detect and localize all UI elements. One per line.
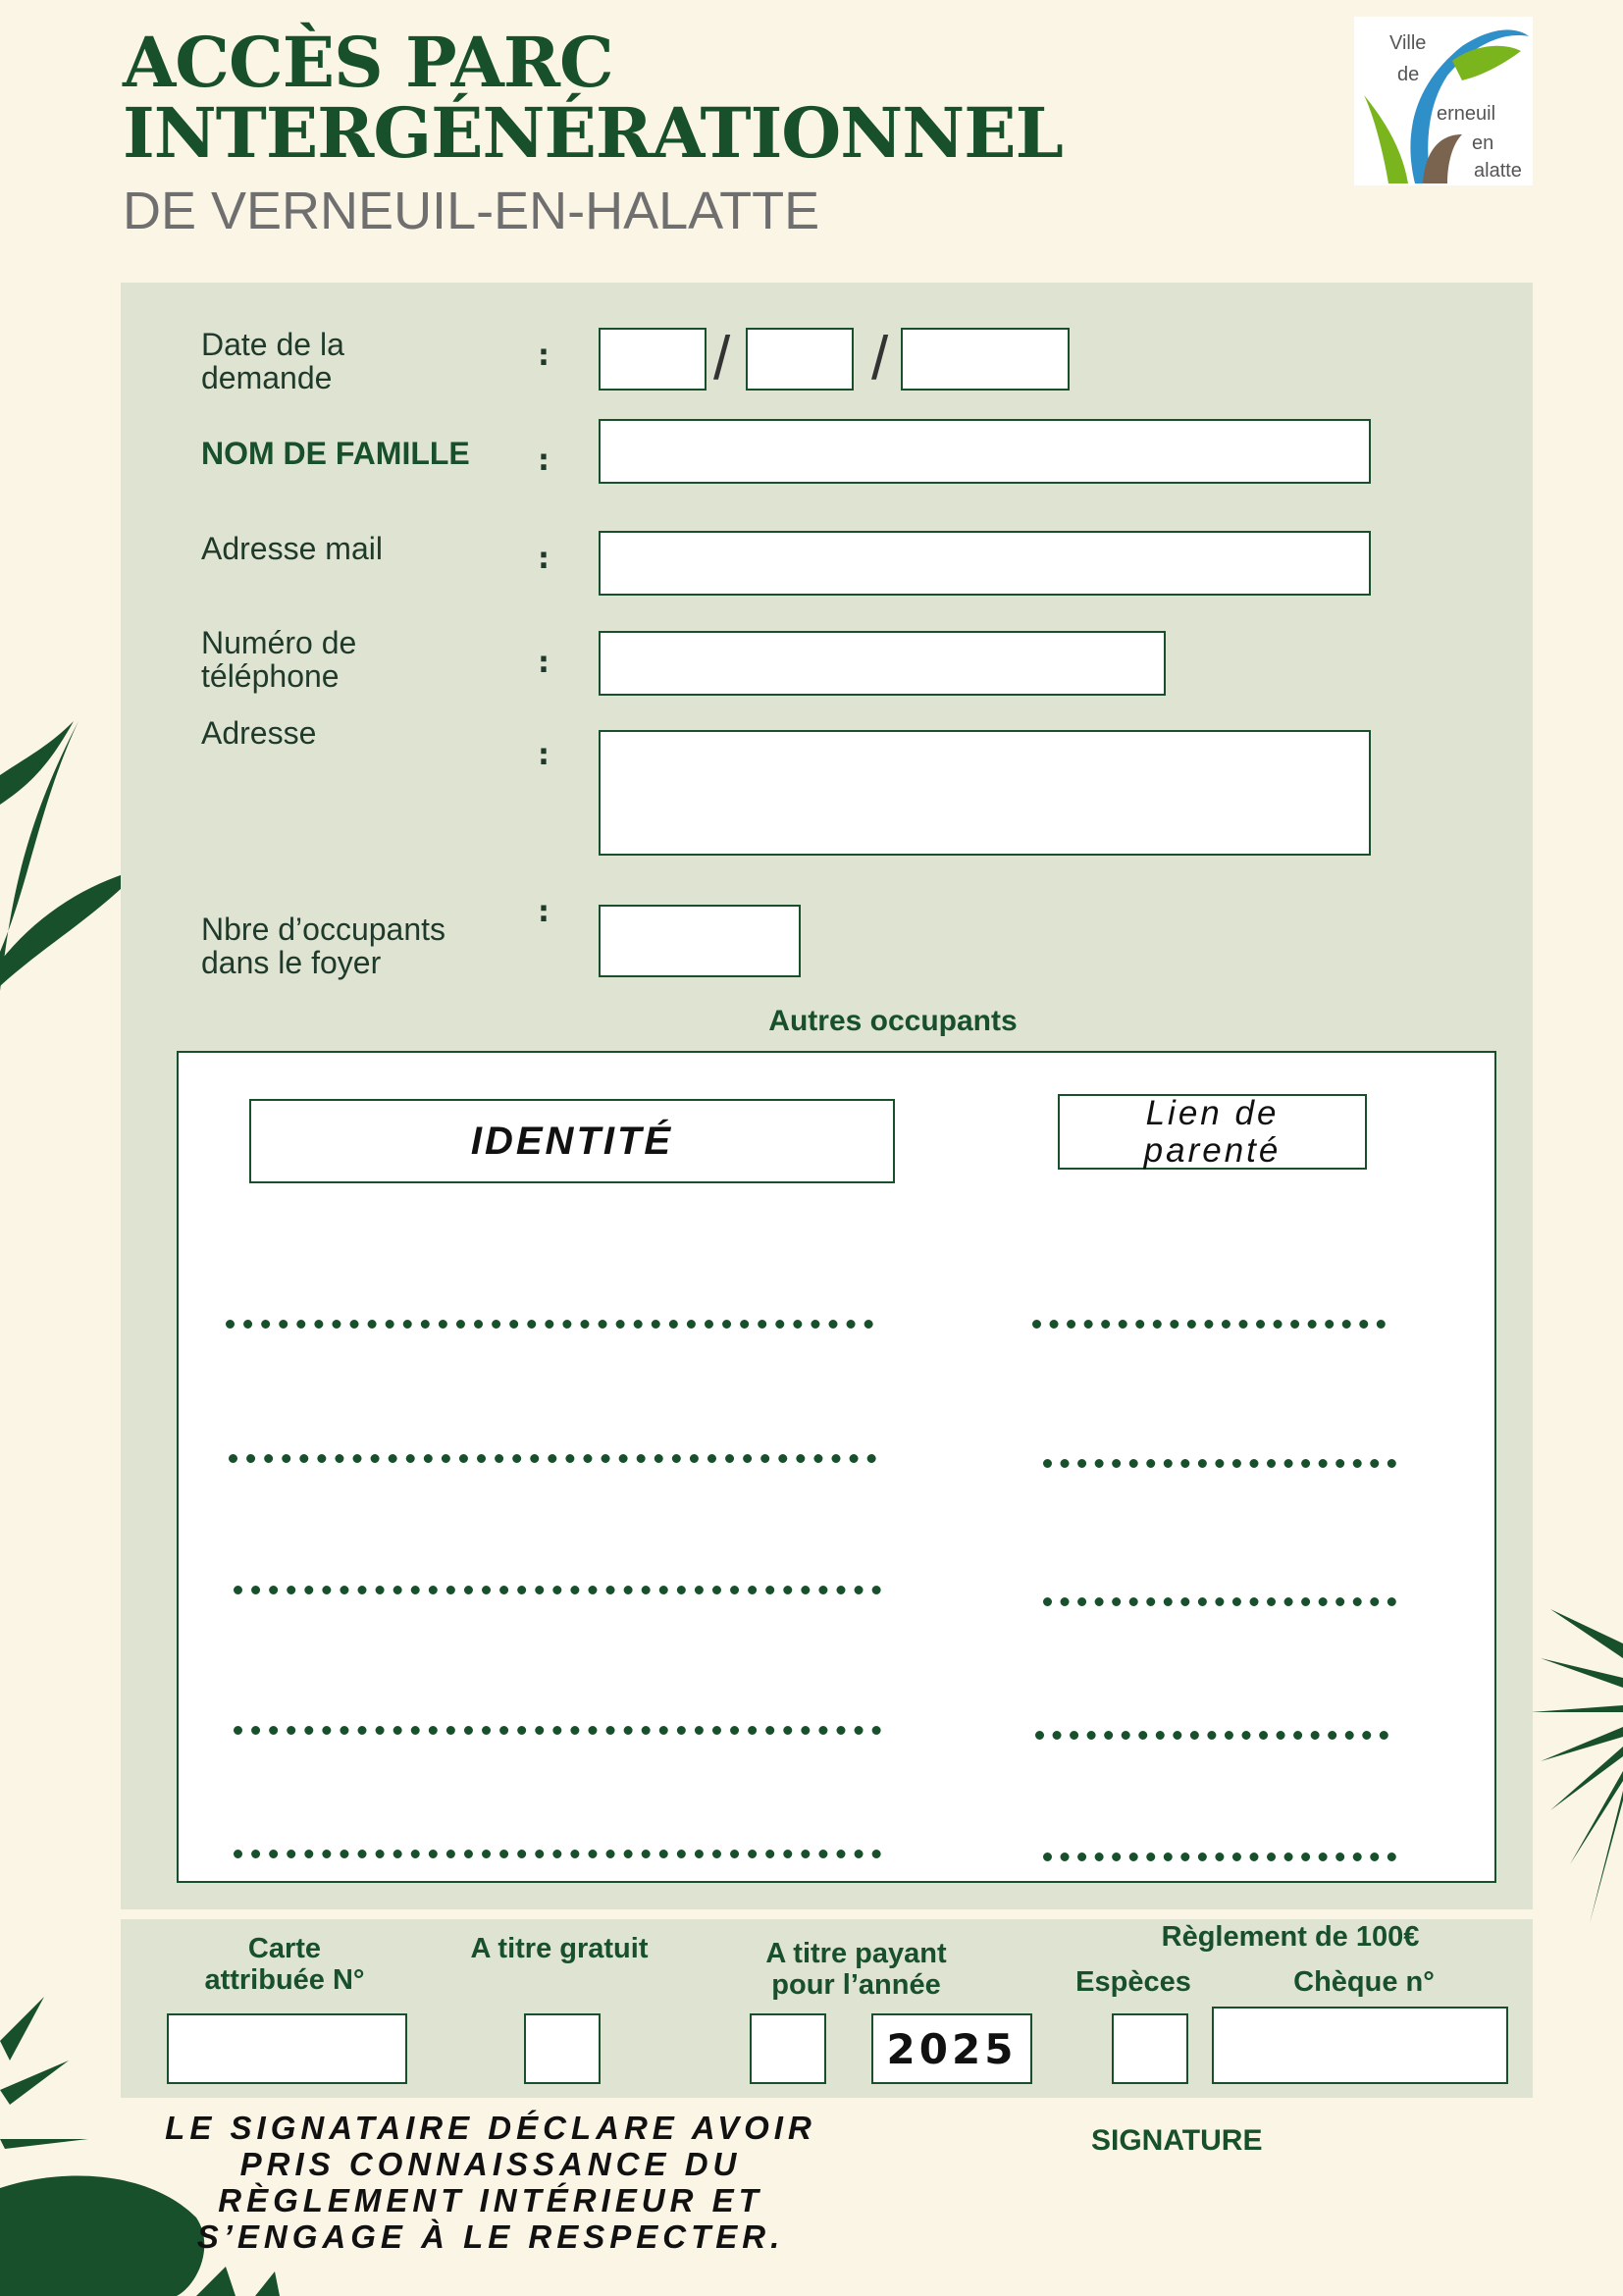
- identity-line-2[interactable]: [229, 1454, 876, 1463]
- occupants-count-field[interactable]: [599, 905, 801, 977]
- identity-line-4[interactable]: [234, 1726, 881, 1735]
- occupants-count-label: Nbre d’occupants dans le foyer: [201, 912, 446, 980]
- declaration-text: LE SIGNATAIRE DÉCLARE AVOIR PRIS CONNAISSANCE DU RÈGLEMENT INTÉRIEUR ET S’ENGAGE À LE RESPECTER.: [165, 2110, 816, 2255]
- relation-column-header: Lien de parenté: [1058, 1094, 1367, 1170]
- nom-label: NOM DE FAMILLE: [201, 436, 470, 471]
- check-label: Chèque n°: [1293, 1966, 1435, 1998]
- town-logo: [1354, 17, 1533, 185]
- free-checkbox[interactable]: [524, 2013, 601, 2084]
- cash-label: Espèces: [1075, 1966, 1191, 1998]
- relation-line-5[interactable]: [1043, 1852, 1396, 1861]
- address-field[interactable]: [599, 730, 1371, 856]
- relation-line-1[interactable]: [1032, 1320, 1386, 1329]
- signature-label: SIGNATURE: [1091, 2124, 1263, 2157]
- mail-colon: :: [538, 542, 550, 576]
- paid-year-value: 2025: [871, 2013, 1032, 2084]
- date-separator-1: /: [713, 325, 731, 392]
- date-separator-2: /: [871, 325, 889, 392]
- card-number-field[interactable]: [167, 2013, 407, 2084]
- paid-label: A titre payant pour l’année: [765, 1938, 947, 2001]
- phone-field[interactable]: [599, 631, 1166, 696]
- mail-label: Adresse mail: [201, 531, 383, 566]
- page-subtitle: DE VERNEUIL-EN-HALATTE: [123, 182, 820, 240]
- date-label: Date de la demande: [201, 327, 344, 395]
- address-colon: :: [538, 738, 550, 772]
- logo-text-de: de: [1397, 64, 1420, 85]
- phone-label: Numéro de téléphone: [201, 625, 357, 694]
- settlement-label: Règlement de 100€: [1161, 1921, 1420, 1953]
- other-occupants-title: Autres occupants: [768, 1005, 1018, 1037]
- relation-line-4[interactable]: [1035, 1731, 1388, 1740]
- identity-column-header: IDENTITÉ: [249, 1099, 895, 1183]
- relation-line-2[interactable]: [1043, 1459, 1396, 1468]
- logo-text-ville: Ville: [1389, 32, 1427, 54]
- cash-checkbox[interactable]: [1112, 2013, 1188, 2084]
- check-number-field[interactable]: [1212, 2007, 1508, 2084]
- email-field[interactable]: [599, 531, 1371, 596]
- identity-line-3[interactable]: [234, 1586, 881, 1594]
- date-day-field[interactable]: [599, 328, 707, 391]
- nom-colon: :: [538, 444, 550, 478]
- date-month-field[interactable]: [746, 328, 854, 391]
- date-colon: :: [538, 339, 550, 373]
- paid-checkbox[interactable]: [750, 2013, 826, 2084]
- logo-text-erneuil: erneuil: [1437, 103, 1496, 125]
- page-title-line2: INTERGÉNÉRATIONNEL: [123, 92, 1063, 174]
- relation-line-3[interactable]: [1043, 1597, 1396, 1606]
- card-number-label: Carte attribuée N°: [204, 1933, 365, 1996]
- occupants-count-colon: :: [538, 895, 550, 929]
- nom-field[interactable]: [599, 419, 1371, 484]
- date-year-field[interactable]: [901, 328, 1070, 391]
- page-title-line1: ACCÈS PARC: [123, 22, 613, 103]
- identity-line-1[interactable]: [226, 1320, 873, 1329]
- logo-text-alatte: alatte: [1474, 160, 1522, 182]
- identity-line-5[interactable]: [234, 1850, 881, 1858]
- address-label: Adresse: [201, 715, 317, 751]
- free-label: A titre gratuit: [470, 1933, 649, 1964]
- logo-text-en: en: [1472, 132, 1494, 154]
- phone-colon: :: [538, 646, 550, 680]
